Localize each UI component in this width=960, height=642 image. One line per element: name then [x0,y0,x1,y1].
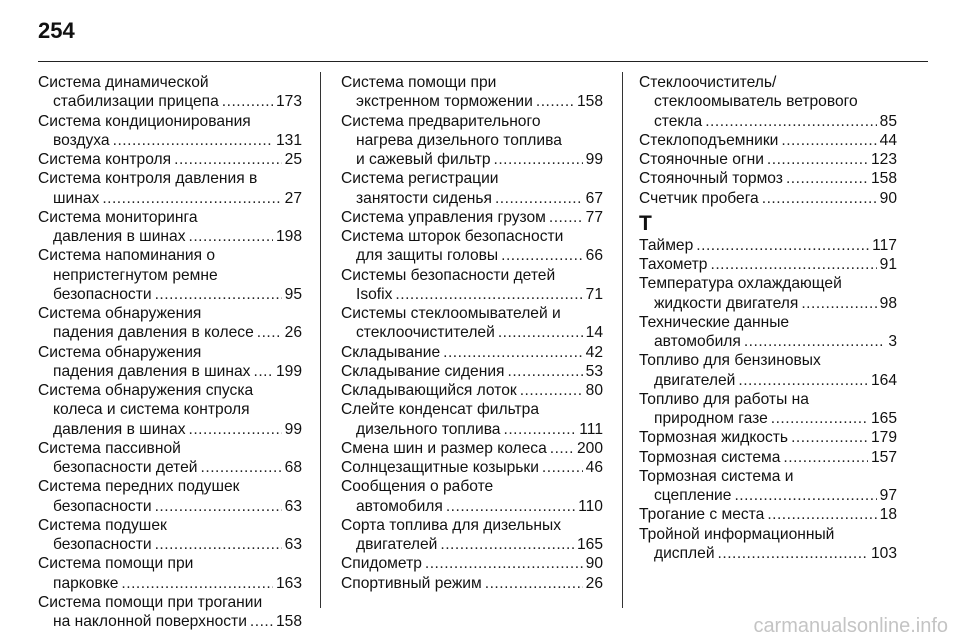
page-reference[interactable]: 158 [576,93,603,111]
index-entry-text: для защиты головы [356,247,499,265]
index-entry-text: двигателей [356,536,438,553]
index-entry-text: Стеклоочиститель/ [639,74,777,91]
index-entry-text: экстренном торможении [356,93,533,111]
index-entry-text: двигателей [654,371,736,389]
index-entry[interactable] [341,362,603,381]
dot-leader [495,189,583,208]
dot-leader [102,189,281,208]
index-entry[interactable] [341,208,603,227]
index-entry-text: Система подушек [38,516,167,534]
dot-leader [498,323,583,342]
page-reference[interactable]: 46 [585,459,603,476]
page-reference[interactable]: 117 [872,236,897,254]
page-reference[interactable]: 26 [585,574,603,592]
dot-leader [762,189,877,208]
dot-leader [705,112,876,131]
page-reference[interactable]: 198 [275,228,302,245]
page-reference[interactable]: 99 [284,420,302,438]
dot-leader [710,255,876,274]
index-entry-text: стеклоомыватель ветрового [654,93,858,111]
index-entry[interactable] [639,274,897,313]
index-entry-text: Складывание [341,343,441,361]
index-entry[interactable] [341,343,603,362]
index-entry[interactable] [341,169,603,208]
index-entry-text: стабилизации прицепа [53,93,219,111]
page-reference[interactable]: 68 [284,459,302,476]
index-entry[interactable] [639,189,897,208]
page-reference[interactable]: 27 [284,189,302,207]
index-entry[interactable] [341,554,603,573]
page-reference[interactable]: 123 [870,151,897,168]
index-entry[interactable] [639,131,897,150]
index-entry-text: Тормозная жидкость [639,429,789,447]
dot-leader [121,574,273,593]
dot-leader [440,535,574,554]
dot-leader [550,439,574,458]
index-entry-text: безопасности [53,497,152,515]
header-rule [38,61,928,62]
page-reference[interactable]: 97 [879,487,897,504]
index-entry-text: Система передних подушек [38,478,240,496]
index-entry-text: нагрева дизельного топлива [356,131,562,149]
page-reference[interactable]: 90 [585,555,603,573]
page-reference[interactable]: 66 [585,247,603,265]
dot-leader [791,428,868,447]
page-reference[interactable]: 200 [576,439,603,457]
index-entry[interactable] [639,525,897,564]
index-entry-text: Технические данные [639,313,790,331]
index-entry-text: Isofix [356,285,393,303]
index-entry-text: Система шторок безопасности [341,228,564,245]
page-reference[interactable]: 85 [879,112,897,130]
index-entry-text: Система пассивной [38,439,181,457]
index-entry[interactable] [341,227,603,266]
dot-leader [253,362,272,381]
dot-leader [781,131,876,150]
page-reference[interactable]: 131 [275,131,302,149]
page-reference[interactable]: 42 [585,343,603,361]
page-reference[interactable]: 63 [284,497,302,515]
index-entry[interactable] [639,428,897,447]
dot-leader [174,150,282,169]
index-entry-text: Система обнаружения [38,343,202,361]
index-entry-text: Спортивный режим [341,574,482,592]
index-column-2 [341,73,603,593]
dot-leader [155,535,282,554]
dot-leader [549,208,583,227]
index-entry[interactable] [341,458,603,477]
dot-leader [257,323,282,342]
index-entry-text: Система регистрации [341,170,499,188]
page-reference[interactable]: 63 [284,536,302,553]
index-letter-heading: Т [639,211,652,235]
index-entry[interactable] [639,169,897,188]
index-entry-text: Система управления грузом [341,208,546,226]
index-entry-text: на наклонной поверхности [53,613,247,630]
page-reference[interactable]: 98 [879,294,897,312]
index-entry-text: Тройной информационный [639,525,835,543]
dot-leader [425,554,583,573]
index-entry-text: Система помощи при трогании [38,593,263,611]
page-reference[interactable]: 71 [585,285,603,303]
dot-leader [443,343,583,362]
index-entry-text: занятости сиденья [356,189,492,207]
index-entry-text: шинах [53,189,100,207]
index-entry-text: Стояночный тормоз [639,170,783,188]
dot-leader [542,458,583,477]
index-entry-text: давления в шинах [53,228,186,245]
dot-leader [494,150,583,169]
index-entry[interactable] [639,150,897,169]
index-entry[interactable] [38,150,302,169]
dot-leader [734,486,876,505]
index-entry-text: Складывание сидения [341,362,505,380]
index-entry-text: и сажевый фильтр [356,151,491,168]
index-entry[interactable] [639,390,897,429]
page-reference[interactable]: 44 [879,131,897,149]
index-entry-text: безопасности [53,285,152,303]
index-entry-text: Смена шин и размер колеса [341,439,547,457]
page-reference[interactable]: 53 [585,362,603,380]
index-entry-text: Система контроля [38,151,172,168]
index-entry[interactable] [38,554,302,593]
page-reference[interactable]: 77 [585,208,603,226]
dot-leader [189,227,273,246]
page-reference[interactable]: 80 [585,382,603,399]
index-entry[interactable] [38,169,302,208]
dot-leader [696,236,869,255]
dot-leader [155,285,282,304]
index-entry-text: Топливо для бензиновых [639,352,821,370]
page-reference[interactable]: 26 [284,324,302,342]
index-entry[interactable] [38,439,302,478]
index-entry-text: Таймер [639,236,694,254]
index-entry-text: Топливо для работы на [639,390,809,408]
page-reference[interactable]: 163 [275,574,302,592]
page-reference[interactable]: 14 [585,324,603,342]
page-reference[interactable]: 199 [275,362,302,380]
dot-leader [501,246,583,265]
dot-leader [485,574,583,593]
page-number: 254 [38,18,75,43]
index-entry[interactable] [341,574,603,593]
index-entry-text: стекла [654,112,703,130]
page-reference[interactable]: 173 [275,93,302,111]
index-entry-text: автомобиля [356,497,443,515]
dot-leader [783,448,868,467]
dot-leader [155,497,282,516]
index-entry-text: давления в шинах [53,420,186,438]
index-entry-text: Система мониторинга [38,208,198,226]
index-entry-text: воздуха [53,131,110,149]
index-entry[interactable] [341,516,603,555]
page-reference[interactable]: 158 [275,613,302,630]
dot-leader [201,458,282,477]
index-entry-text: Тормозная система и [639,467,794,485]
index-entry[interactable] [341,112,603,170]
page-reference[interactable]: 95 [284,285,302,303]
dot-leader [767,150,868,169]
index-entry-text: Тормозная система [639,448,781,466]
dot-leader [744,332,885,351]
page-reference[interactable]: 103 [870,544,897,562]
index-entry[interactable] [341,439,603,458]
dot-leader [520,381,583,400]
index-entry-text: Система обнаружения [38,305,202,322]
page-reference[interactable]: 164 [870,371,897,389]
index-entry[interactable] [639,351,897,390]
index-entry[interactable] [639,505,897,524]
page-reference[interactable]: 110 [578,497,603,515]
index-entry[interactable] [38,112,302,151]
index-entry-text: Тахометр [639,256,708,273]
page-reference[interactable]: 157 [870,448,897,466]
dot-leader [801,294,876,313]
page-reference[interactable]: 179 [870,429,897,447]
column-separator [622,72,623,608]
index-entry-text: Система контроля давления в [38,170,258,188]
index-entry-text: дисплей [654,544,715,562]
index-column-1 [38,73,302,631]
index-entry-text: стеклоочистителей [356,324,495,342]
index-entry-text: сцепление [654,487,732,504]
index-entry-text: дизельного топлива [356,420,501,438]
page-reference[interactable]: 18 [879,506,897,524]
page-reference[interactable]: 165 [870,410,897,427]
index-entry-text: Система динамической [38,74,209,91]
dot-leader [189,420,282,439]
index-entry-text: природном газе [654,410,768,427]
page-reference[interactable]: 3 [888,333,897,350]
index-entry-text: Система обнаружения спуска [38,382,254,399]
page-reference[interactable]: 158 [870,170,897,188]
index-entry-text: Стояночные огни [639,151,764,168]
dot-leader [771,409,868,428]
dot-leader [222,92,273,111]
watermark: carmanualsonline.info [753,615,948,637]
index-entry-text: падения давления в шинах [53,362,251,380]
index-entry-text: автомобиля [654,333,741,350]
index-entry[interactable] [639,448,897,467]
index-entry-text: Система предварительного [341,112,541,130]
index-entry[interactable] [38,208,302,247]
index-entry[interactable] [639,467,897,506]
index-entry-text: падения давления в колесе [53,324,254,342]
dot-leader [718,544,868,563]
index-entry-text: Сорта топлива для дизельных [341,516,561,534]
index-entry-text: Система напоминания о [38,247,216,265]
dot-leader [395,285,582,304]
index-entry-text: Слейте конденсат фильтра [341,401,540,419]
index-entry[interactable] [38,381,302,439]
page-reference[interactable]: 91 [879,256,897,273]
index-entry[interactable] [38,593,302,632]
dot-leader [767,505,876,524]
index-entry-text: Солнцезащитные козырьки [341,459,539,476]
index-entry-text: Сообщения о работе [341,478,494,496]
index-entry-text: Температура охлаждающей [639,275,842,293]
index-entry[interactable] [341,381,603,400]
index-entry-text: колеса и система контроля [53,401,250,419]
dot-leader [508,362,583,381]
page-reference[interactable]: 25 [284,151,302,168]
index-entry[interactable] [341,304,603,343]
index-entry[interactable] [639,313,897,352]
index-entry[interactable] [38,477,302,516]
page-reference[interactable]: 90 [879,189,897,207]
index-entry[interactable] [341,477,603,516]
index-entry-text: Система помощи при [341,74,497,91]
index-entry[interactable] [341,266,603,305]
index-entry-text: парковке [53,574,119,592]
index-entry-text: жидкости двигателя [654,294,799,312]
index-entry-text: Системы стеклоомывателей и [341,305,561,322]
index-entry[interactable] [639,73,897,131]
dot-leader [503,420,576,439]
page-reference[interactable]: 99 [585,151,603,168]
index-entry[interactable] [38,516,302,555]
index-entry[interactable] [341,400,603,439]
index-entry[interactable] [341,73,603,112]
dot-leader [250,612,273,631]
index-entry[interactable] [639,255,897,274]
column-separator [320,72,321,608]
index-entry-text: Счетчик пробега [639,189,759,207]
index-column-3 [639,73,897,563]
page-reference[interactable]: 111 [579,420,603,438]
dot-leader [786,169,868,188]
index-entry[interactable] [38,73,302,112]
index-entry-text: непристегнутом ремне [53,266,218,284]
index-entry-text: Спидометр [341,555,422,573]
index-entry-text: Системы безопасности детей [341,266,556,284]
page-reference[interactable]: 165 [576,536,603,553]
dot-leader [113,131,273,150]
page-reference[interactable]: 67 [585,189,603,207]
index-entry[interactable] [38,343,302,382]
index-entry-text: Складывающийся лоток [341,382,517,399]
index-entry-text: Трогание с места [639,506,765,524]
index-entry-text: Стеклоподъемники [639,131,779,149]
index-entry[interactable] [639,236,897,255]
dot-leader [738,371,868,390]
index-entry-text: безопасности [53,536,152,553]
index-entry[interactable] [38,304,302,343]
index-entry-text: Система кондиционирования [38,112,251,130]
dot-leader [446,497,575,516]
index-entry-text: Система помощи при [38,555,194,573]
index-entry[interactable] [38,246,302,304]
dot-leader [536,92,574,111]
index-entry-text: безопасности детей [53,459,198,476]
